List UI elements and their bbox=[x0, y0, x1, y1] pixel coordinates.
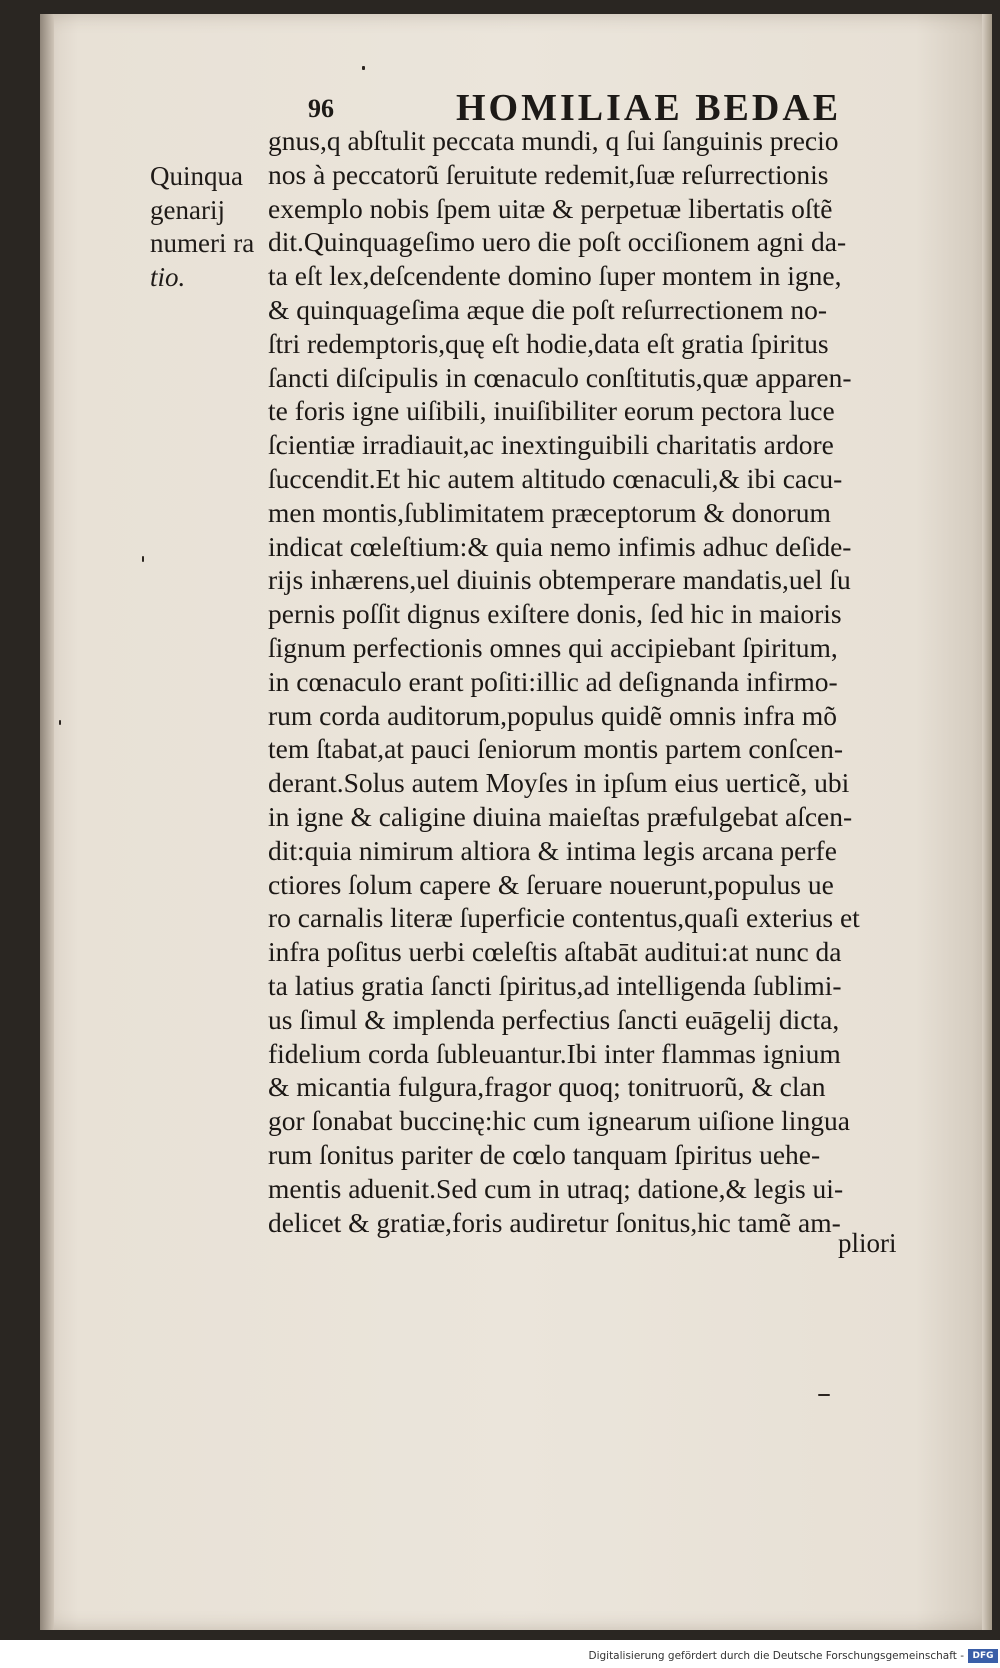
text-line: derant.Solus autem Moyſes in ipſum eius uerticẽ, ubi bbox=[268, 767, 850, 799]
text-line: ſancti diſcipulis in cœnaculo conſtitutis,quæ apparen- bbox=[268, 361, 852, 393]
margin-note: numeri ra bbox=[150, 228, 255, 259]
margin-note: Quinqua bbox=[150, 161, 243, 191]
text-line: ta latius gratia ſancti ſpiritus,ad intelligenda ſublimi- bbox=[268, 969, 842, 1001]
running-head-title: HOMILIAE BEDAE bbox=[456, 87, 842, 129]
text-line: us ſimul & implenda perfectius ſancti euāgelij dicta, bbox=[268, 1003, 840, 1035]
ink-speck bbox=[59, 720, 61, 725]
text-line: & micantia fulgura,fragor quoq; tonitruorũ, & clan bbox=[268, 1071, 826, 1103]
text-line: rijs inhærens,uel diuinis obtemperare mandatis,uel ſu bbox=[268, 564, 851, 596]
text-line: ro carnalis literæ ſuperficie contentus,quaſi exterius et bbox=[268, 902, 860, 934]
text-line: ta eſt lex,deſcendente domino ſuper montem in igne, bbox=[268, 260, 842, 292]
text-line: ſcientiæ irradiauit,ac inextinguibili charitatis ardore bbox=[268, 429, 834, 461]
binding-edge bbox=[40, 14, 54, 1630]
ink-speck bbox=[362, 66, 365, 70]
funding-credit: Digitalisierung gefördert durch die Deutsche Forschungsgemeinschaft - bbox=[588, 1650, 964, 1662]
text-line: exemplo nobis ſpem uitæ & perpetuæ libertatis oſtẽ bbox=[268, 192, 833, 224]
text-line: men montis,ſublimitatem præceptorum & donorum bbox=[268, 496, 831, 528]
text-line: & quinquageſima æque die poſt reſurrectionem no- bbox=[268, 293, 828, 325]
margin-note: tio. bbox=[150, 261, 186, 292]
text-line: gnus,q abſtulit peccata mundi, q ſui ſanguinis precio bbox=[268, 125, 839, 156]
footer-bar bbox=[0, 1648, 1000, 1668]
text-line: delicet & gratiæ,foris audiretur ſonitus,hic tamẽ am- bbox=[268, 1206, 841, 1238]
text-line: ſignum perfectionis omnes qui accipiebant ſpiritum, bbox=[268, 631, 838, 663]
margin-notes bbox=[150, 160, 270, 294]
text-line: rum ſonitus pariter de cœlo tanquam ſpiritus uehe- bbox=[268, 1138, 821, 1170]
ink-speck bbox=[142, 556, 144, 562]
text-line: dit.Quinquageſimo uero die poſt occiſionem agni da- bbox=[268, 226, 847, 258]
ink-speck bbox=[818, 1394, 830, 1396]
text-line: in igne & caligine diuina maieſtas præfulgebat aſcen- bbox=[268, 800, 853, 832]
text-line: ſtri redemptoris,quę eſt hodie,data eſt gratia ſpiritus bbox=[268, 327, 829, 359]
text-line: in cœnaculo erant poſiti:illic ad deſignanda infirmo- bbox=[268, 665, 838, 697]
catchword: pliori bbox=[838, 1228, 897, 1258]
margin-note: genarij bbox=[150, 194, 225, 225]
text-line: nos à peccatorũ ſeruitute redemit,ſuæ reſurrectionis bbox=[268, 158, 829, 190]
text-line: tem ſtabat,at pauci ſeniorum montis partem conſcen- bbox=[268, 733, 844, 765]
text-line: infra poſitus uerbi cœleſtis aſtabāt auditui:at nunc da bbox=[268, 936, 842, 968]
text-line: mentis aduenit.Sed cum in utraq; datione,& legis ui- bbox=[268, 1172, 844, 1204]
text-line: gor ſonabat buccinę:hic cum ignearum uiſione lingua bbox=[268, 1105, 850, 1137]
text-line: rum corda auditorum,populus quidẽ omnis infra mõ bbox=[268, 699, 838, 731]
page-edge bbox=[982, 14, 992, 1630]
text-line: ſuccendit.Et hic autem altitudo cœnaculi,& ibi cacu- bbox=[268, 462, 843, 494]
text-line: dit:quia nimirum altiora & intima legis arcana perfe bbox=[268, 834, 837, 866]
text-line: indicat cœleſtium:& quia nemo infimis adhuc deſide- bbox=[268, 530, 852, 562]
text-line: fidelium corda ſubleuantur.Ibi inter flammas ignium bbox=[268, 1037, 841, 1069]
dfg-logo: DFG bbox=[968, 1649, 998, 1663]
text-line: te foris igne uiſibili, inuiſibiliter eorum pectora luce bbox=[268, 395, 835, 427]
text-line: ctiores ſolum capere & ſeruare nouerunt,populus ue bbox=[268, 868, 834, 900]
page-number: 96 bbox=[308, 94, 334, 123]
text-line: pernis poſſit dignus exiſtere donis, ſed hic in maioris bbox=[268, 598, 842, 630]
body-text bbox=[268, 124, 928, 1239]
